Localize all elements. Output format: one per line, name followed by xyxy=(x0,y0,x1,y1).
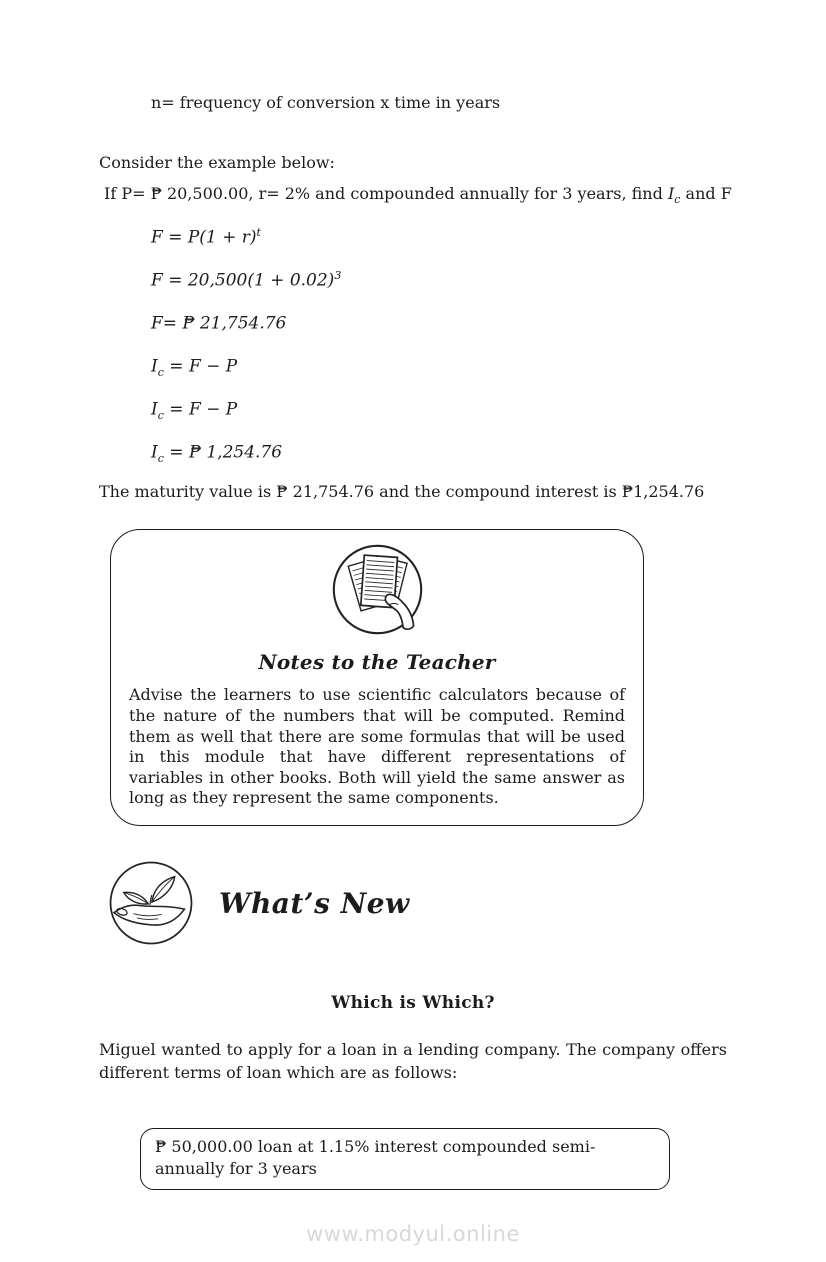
notes-to-teacher-box xyxy=(110,529,644,826)
whats-new-heading: What’s New xyxy=(219,886,410,920)
notes-box-body: Advise the learners to use scientific calculators because of the nature of the numbers that will be computed. Remind them as well that there are some formulas that will be used in this module that have different representations of variables in other books. Both will yield the same answer as long as they represent the same components. xyxy=(129,685,625,808)
formula-line-6: $I_c$ = ₱ 1,254.76 xyxy=(151,443,283,466)
formula-line-1: $F = P(1 + r)^t$ xyxy=(151,226,261,248)
formula-line-5: $I_c = F - P$ xyxy=(151,400,238,423)
activity-title: Which is Which? xyxy=(331,993,495,1014)
module-page xyxy=(0,93,826,1190)
formula-line-2: $F = 20,500(1 + 0.02)^3$ xyxy=(151,269,342,291)
solution-formulas xyxy=(151,223,727,468)
problem-text: If P= ₱ 20,500.00, r= 2% and compounded annually for 3 years, find xyxy=(104,184,668,203)
notes-box-title: Notes to the Teacher xyxy=(258,650,496,675)
whats-new-section-header xyxy=(107,859,727,947)
hand-holding-seedling-icon xyxy=(107,859,195,947)
loan-option-text: ₱ 50,000.00 loan at 1.15% interest compounded semi-annually for 3 years xyxy=(155,1137,596,1179)
example-problem-line xyxy=(104,184,732,210)
problem-text-after: and F xyxy=(680,184,732,203)
n-definition-line: n= frequency of conversion x time in years xyxy=(151,93,501,112)
activity-intro-paragraph: Miguel wanted to apply for a loan in a lending company. The company offers different terms of loan which are as follows: xyxy=(99,1040,727,1082)
formula-line-4: $I_c = F - P$ xyxy=(151,356,238,380)
formula-line-3: F= ₱ 21,754.76 xyxy=(151,313,287,334)
papers-in-hand-icon xyxy=(330,542,425,637)
ic-symbol: $I_c$ xyxy=(667,184,681,207)
site-watermark: www.modyul.online xyxy=(306,1222,520,1246)
conclusion-line: The maturity value is ₱ 21,754.76 and the compound interest is ₱1,254.76 xyxy=(99,482,705,502)
example-lead-line: Consider the example below: xyxy=(99,153,335,172)
loan-option-box xyxy=(140,1128,670,1190)
